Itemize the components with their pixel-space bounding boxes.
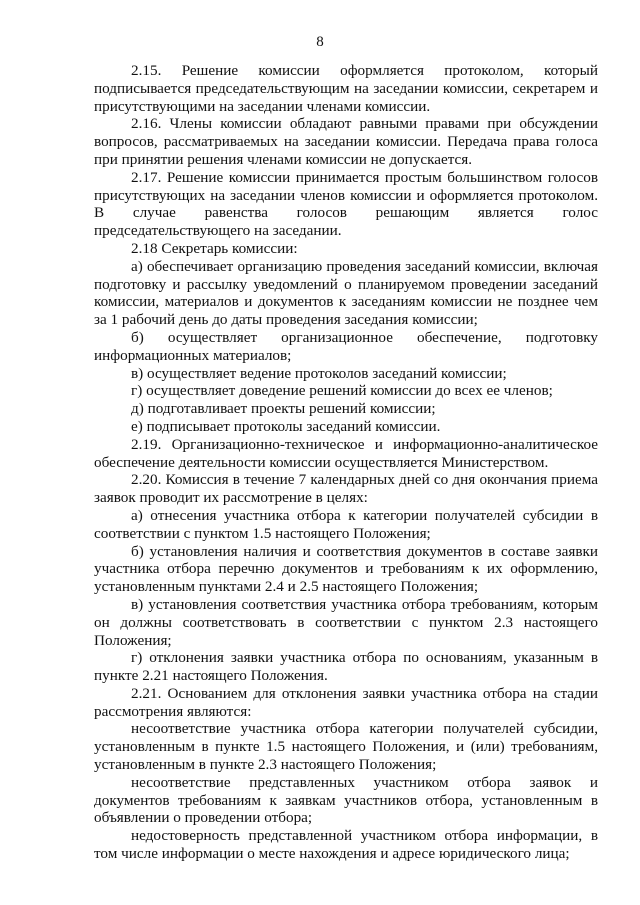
paragraph-2-20-a: а) отнесения участника отбора к категории получателей субсидии в соответствии с пунктом 1.5 настоящего Положения;	[94, 506, 598, 542]
paragraph-2-18-b: б) осуществляет организационное обеспечение, подготовку информационных материалов;	[94, 328, 598, 364]
paragraph-2-20-b: б) установления наличия и соответствия документов в составе заявки участника отбора перечню документов и требованиям к их оформлению, установленным пунктами 2.4 и 2.5 настоящего Положения;	[94, 542, 598, 596]
paragraph-2-19: 2.19. Организационно-техническое и информационно-аналитическое обеспечение деятельности комиссии осуществляется Министерством.	[94, 435, 598, 471]
paragraph-2-18-d: д) подготавливает проекты решений комиссии;	[131, 400, 436, 418]
paragraph-2-20: 2.20. Комиссия в течение 7 календарных дней со дня окончания приема заявок проводит их рассмотрение в целях:	[94, 471, 598, 507]
paragraph-2-17: 2.17. Решение комиссии принимается простым большинством голосов присутствующих на заседании членов комиссии и оформляется протоколом. В случае равенства голосов решающим является голос председательствующего на заседании.	[94, 168, 598, 240]
paragraph-2-15: 2.15. Решение комиссии оформляется протоколом, который подписывается председательствующим на заседании комиссии, секретарем и присутствующими на заседании членами комиссии.	[94, 62, 598, 115]
paragraph-2-18-v: в) осуществляет ведение протоколов заседаний комиссии;	[131, 364, 507, 382]
paragraph-2-20-g: г) отклонения заявки участника отбора по основаниям, указанным в пункте 2.21 настоящего Положения.	[94, 649, 598, 685]
paragraph-2-18-a: а) обеспечивает организацию проведения заседаний комиссии, включая подготовку и рассылку уведомлений о планируемом проведении заседаний комиссии, материалов и документов к заседаниям комиссии не позднее чем за 1 рабочий день до даты проведения заседания комиссии;	[94, 257, 598, 329]
document-body	[94, 62, 598, 863]
paragraph-2-16: 2.16. Члены комиссии обладают равными правами при обсуждении вопросов, рассматриваемых на заседании комиссии. Передача права голоса при принятии решения членами комиссии не допускается.	[94, 115, 598, 168]
paragraph-2-20-v: в) установления соответствия участника отбора требованиям, которым он должны соответствовать в соответствии с пунктом 2.3 настоящего Положения;	[94, 595, 598, 649]
paragraph-2-18-g: г) осуществляет доведение решений комиссии до всех ее членов;	[131, 382, 553, 400]
paragraph-2-18-e: е) подписывает протоколы заседаний комиссии.	[131, 417, 441, 435]
paragraph-2-21-item-3: недостоверность представленной участником отбора информации, в том числе информации о месте нахождения и адресе юридического лица;	[94, 827, 598, 863]
paragraph-2-21-item-1: несоответствие участника отбора категории получателей субсидии, установленным в пункте 1.5 настоящего Положения, и (или) требованиям, установленным в пункте 2.3 настоящего Положения;	[94, 720, 598, 774]
paragraph-2-21: 2.21. Основанием для отклонения заявки участника отбора на стадии рассмотрения являются:	[94, 684, 598, 720]
paragraph-2-21-item-2: несоответствие представленных участником отбора заявок и документов требованиям к заявкам участников отбора, установленным в объявлении о проведении отбора;	[94, 773, 598, 827]
page-number: 8	[316, 34, 324, 50]
paragraph-2-18: 2.18 Секретарь комиссии:	[131, 239, 298, 257]
